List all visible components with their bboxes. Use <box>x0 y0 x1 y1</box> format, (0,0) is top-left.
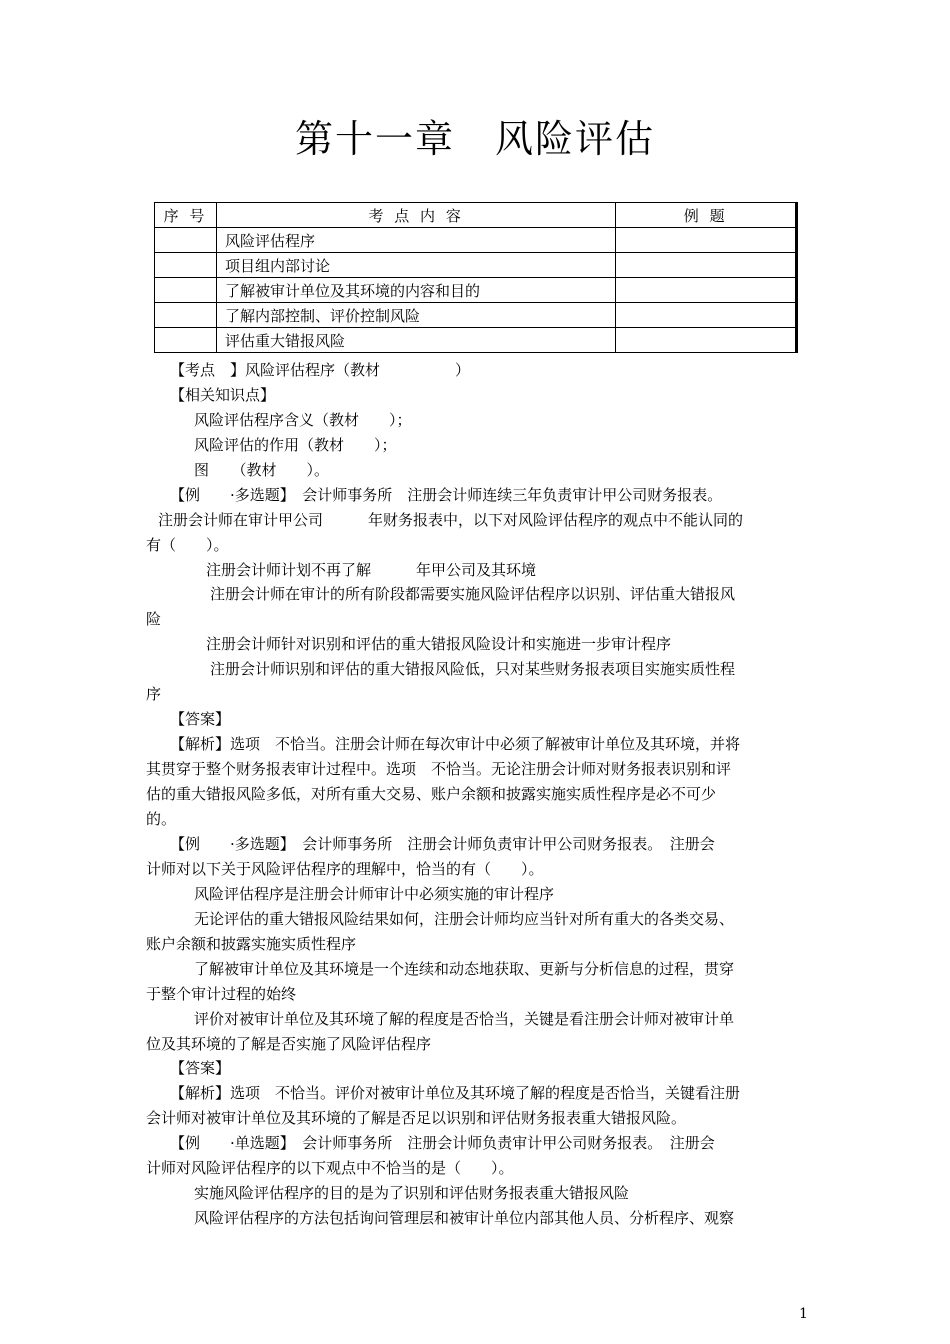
text-line: 会计师对被审计单位及其环境的了解是否足以识别和评估财务报表重大错报风险。 <box>146 1109 687 1127</box>
col-header-content: 考 点 内 容 <box>216 203 615 228</box>
table-row <box>155 303 797 328</box>
option-line: 评价对被审计单位及其环境了解的程度是否恰当，关键是看注册会计师对被审计单 <box>194 1010 735 1028</box>
text-line: 计师对风险评估程序的以下观点中不恰当的是（ ）。 <box>146 1159 514 1177</box>
cell-content: 项目组内部讨论 <box>216 253 615 278</box>
related-knowledge-heading: 【相关知识点】 <box>170 386 276 404</box>
cell-content: 评估重大错报风险 <box>216 328 615 353</box>
text-line: 有（ ）。 <box>146 536 229 554</box>
cell-example <box>616 278 797 303</box>
cell-example <box>616 303 797 328</box>
option-line: 注册会计师针对识别和评估的重大错报风险设计和实施进一步审计程序 <box>206 635 672 653</box>
text-line: 估的重大错报风险多低，对所有重大交易、账户余额和披露实施实质性程序是必不可少 <box>146 785 717 803</box>
cell-no <box>155 303 217 328</box>
option-line: 注册会计师在审计的所有阶段都需要实施风险评估程序以识别、评估重大错报风 <box>210 585 736 603</box>
analysis-line: 【解析】选项 不恰当。评价对被审计单位及其环境了解的程度是否恰当，关键看注册 <box>170 1084 741 1102</box>
text-line: 计师对以下关于风险评估程序的理解中，恰当的有（ ）。 <box>146 860 544 878</box>
chapter-title: 第十一章 风险评估 <box>294 117 655 161</box>
option-line: 无论评估的重大错报风险结果如何，注册会计师均应当针对所有重大的各类交易、 <box>194 910 735 928</box>
text-line: 其贯穿于整个财务报表审计过程中。选项 不恰当。无论注册会计师对财务报表识别和评 <box>146 760 732 778</box>
text-line: 于整个审计过程的始终 <box>146 985 297 1003</box>
cell-content: 风险评估程序 <box>216 228 615 253</box>
page-number: 1 <box>799 1306 808 1322</box>
option-line: 了解被审计单位及其环境是一个连续和动态地获取、更新与分析信息的过程，贯穿 <box>194 960 735 978</box>
table-header-row <box>155 203 797 228</box>
option-line: 实施风险评估程序的目的是为了识别和评估财务报表重大错报风险 <box>194 1184 630 1202</box>
option-line: 风险评估程序是注册会计师审计中必须实施的审计程序 <box>194 885 555 903</box>
text-line: 注册会计师在审计甲公司 年财务报表中，以下对风险评估程序的观点中不能认同的 <box>158 511 744 529</box>
cell-example <box>616 253 797 278</box>
col-header-example: 例 题 <box>616 203 797 228</box>
table-row <box>155 253 797 278</box>
text-line: 账户余额和披露实施实质性程序 <box>146 935 357 953</box>
kaodian-heading: 【考点 】风险评估程序（教材 ） <box>170 361 471 379</box>
text-line: 位及其环境的了解是否实施了风险评估程序 <box>146 1035 432 1053</box>
cell-no <box>155 278 217 303</box>
cell-no <box>155 253 217 278</box>
cell-no <box>155 328 217 353</box>
text-line: 风险评估的作用（教材 ）； <box>194 436 397 454</box>
example-heading: 【例 ·多选题】 会计师事务所 注册会计师负责审计甲公司财务报表。 注册会 <box>170 835 715 853</box>
text-line: 的。 <box>146 810 177 828</box>
cell-no <box>155 228 217 253</box>
cell-content: 了解被审计单位及其环境的内容和目的 <box>216 278 615 303</box>
text-line: 序 <box>146 685 162 703</box>
text-line: 图 （教材 ）。 <box>194 461 330 479</box>
cell-example <box>616 328 797 353</box>
text-line: 风险评估程序含义（教材 ）； <box>194 411 412 429</box>
text-line: 险 <box>146 610 162 628</box>
analysis-line: 【解析】选项 不恰当。注册会计师在每次审计中必须了解被审计单位及其环境，并将 <box>170 735 741 753</box>
answer-heading: 【答案】 <box>170 710 231 728</box>
topics-table <box>154 202 798 353</box>
cell-content: 了解内部控制、评价控制风险 <box>216 303 615 328</box>
col-header-no: 序 号 <box>155 203 217 228</box>
example-heading: 【例 ·单选题】 会计师事务所 注册会计师负责审计甲公司财务报表。 注册会 <box>170 1134 715 1152</box>
option-line: 风险评估程序的方法包括询问管理层和被审计单位内部其他人员、分析程序、观察 <box>194 1209 735 1227</box>
table-row <box>155 278 797 303</box>
table-row <box>155 328 797 353</box>
example-heading: 【例 ·多选题】 会计师事务所 注册会计师连续三年负责审计甲公司财务报表。 <box>170 486 723 504</box>
answer-heading: 【答案】 <box>170 1059 231 1077</box>
option-line: 注册会计师识别和评估的重大错报风险低，只对某些财务报表项目实施实质性程 <box>210 660 736 678</box>
cell-example <box>616 228 797 253</box>
option-line: 注册会计师计划不再了解 年甲公司及其环境 <box>206 561 537 579</box>
table-row <box>155 228 797 253</box>
